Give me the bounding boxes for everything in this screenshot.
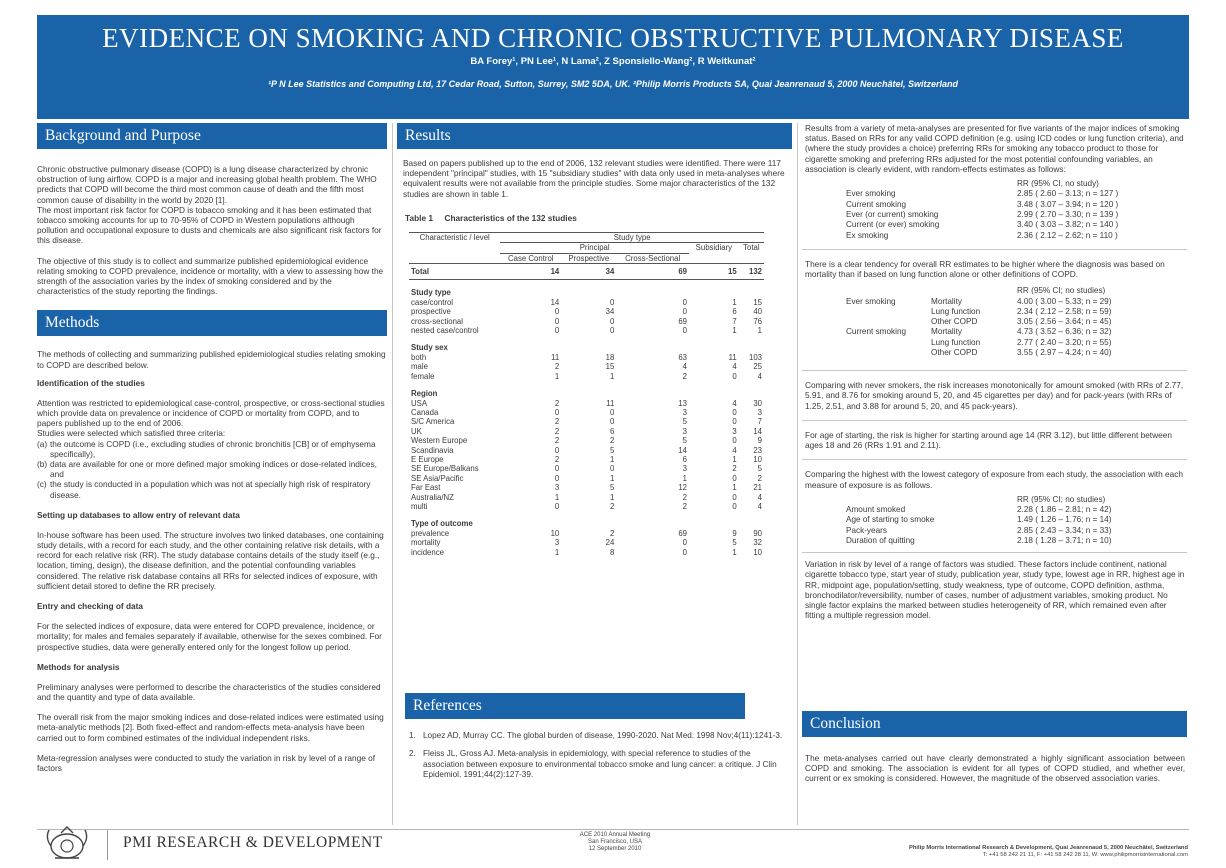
table-cell: 11 — [728, 352, 737, 362]
rr-cell: Current (or ever) smoking — [846, 220, 940, 230]
results-paragraph: For age of starting, the risk is higher for starting around age 14 (RR 3.12), but little different between ages 18 and 26 (RRs 1.91 and 2.11). — [805, 429, 1172, 451]
table-cell: 30 — [753, 398, 762, 408]
table-row — [409, 408, 764, 417]
table-cell: 3 — [682, 464, 687, 474]
column-divider — [392, 123, 393, 825]
table-cell: 0 — [610, 417, 615, 427]
criteria-item: (a) the outcome is COPD (i.e., excluding studies of chronic bronchitis [CB] or of emphysema specifically), — [37, 439, 387, 459]
rr-cell: Pack-years — [846, 525, 887, 535]
rr-cell: Current smoking — [846, 199, 907, 209]
middle-column — [397, 123, 792, 779]
table-cell: 0 — [610, 464, 615, 474]
table-cell: mortality — [411, 538, 441, 548]
table-cell: 2 — [682, 371, 687, 381]
table-cell: 2 — [610, 501, 615, 511]
table-cell: 13 — [678, 398, 687, 408]
rr-cell — [846, 348, 931, 358]
rr-table-smoking — [846, 189, 1187, 240]
table-cell: 5 — [682, 436, 687, 446]
rr-row — [846, 317, 1187, 327]
table-cell: 5 — [610, 445, 615, 455]
rr-cell: Current smoking — [846, 327, 907, 337]
table-cell: Far East — [411, 483, 441, 493]
rr-row — [846, 210, 1187, 220]
rr-cell: Mortality — [931, 296, 962, 306]
table-row — [409, 446, 764, 455]
table-row — [409, 307, 764, 316]
table-cell: 1 — [610, 473, 615, 483]
rr-cell: 4.73 ( 3.52 – 6.36; n = 32) — [1017, 327, 1112, 337]
table-cell: 10 — [753, 454, 762, 464]
conclusion-text: The meta-analyses carried out have clearly demonstrated a highly significant association between COPD and smoking. The association is evident for all types of COPD studied, and whether ever, current or ex smoking is considered. However, the magnitude of the observed association varies. — [805, 753, 1185, 784]
table-cell: SE Asia/Pacific — [411, 473, 464, 483]
table-cell: 1 — [682, 473, 687, 483]
table-cell: 3 — [682, 426, 687, 436]
table-cell: 132 — [739, 264, 764, 280]
table-row — [409, 298, 764, 307]
table-cell: 0 — [554, 307, 560, 317]
table-cell: 24 — [605, 538, 615, 548]
rr-row — [846, 297, 1187, 307]
table-cell: 2 — [554, 398, 560, 408]
rr-cell: Duration of quitting — [846, 535, 915, 545]
table-row — [409, 455, 764, 464]
table-row — [409, 493, 764, 502]
table-cell: 3 — [554, 483, 560, 493]
criteria-item: (b) data are available for one or more defined major smoking indices or dose-related indices, and — [37, 459, 387, 479]
table-cell: 0 — [682, 307, 687, 317]
table-cell: 1 — [610, 492, 615, 502]
methods-paragraph: In-house software has been used. The structure involves two linked databases, one containing study details, with a record for each study, and the other containing relative risk details, with a record for each relative risk (RR). The study database contains details of the study itself (e.g., location, timing, design), the disease definition, and the potential confounding variables considered. The relative risk database contains all RRs for selected indices of exposure, with sufficient detail stored to define the RR precisely. — [37, 529, 384, 591]
table-total-row — [409, 264, 764, 280]
table-cell: 10 — [753, 547, 762, 557]
section-heading-background: Background and Purpose — [37, 123, 387, 149]
table-cell: 0 — [610, 407, 615, 417]
reference-text: Fleiss JL, Gross AJ. Meta-analysis in epidemiology, with special reference to studies of the association between exposure to environmental tobacco smoke and lung cancer: a critique. J Clin Epidemiol. 1991;44(2):127-39. — [423, 749, 777, 779]
table-cell: prevalence — [411, 528, 450, 538]
table-cell: 0 — [682, 297, 687, 307]
methods-paragraph: Preliminary analyses were performed to describe the characteristics of the studies considered and the quantity and type of data available. — [37, 681, 381, 702]
table-group-label: Type of outcome — [411, 519, 473, 529]
background-paragraph: The most important risk factor for COPD is tobacco smoking and it has been estimated that tobacco smoking accounts for up to 70-95% of COPD in Western populations although pollution and occupational exposure to dusts and chemicals are also significant risk factors for this disease. — [37, 204, 382, 246]
rr-row — [846, 515, 1187, 525]
methods-paragraph: The overall risk from the major smoking indices and dose-related indices were estimated using meta-analytic methods [2]. Both fixed-effect and random-effects meta-analysis have been carried out to form combined estimates of the individual independent risks. — [37, 712, 384, 743]
table-cell: 1 — [732, 297, 737, 307]
poster-title: EVIDENCE ON SMOKING AND CHRONIC OBSTRUCTIVE PULMONARY DISEASE — [102, 23, 1124, 53]
table-cell: 0 — [610, 297, 615, 307]
table-cell: Australia/NZ — [411, 492, 454, 502]
table-cell: 0 — [554, 473, 560, 483]
table-header: Subsidiary — [695, 243, 733, 253]
table-cell: S/C America — [411, 417, 455, 427]
table-group-label: Study sex — [411, 343, 448, 353]
poster-authors: BA Forey¹, PN Lee¹, N Lama², Z Sponsiello-Wang², R Weitkunat² — [470, 56, 756, 67]
rr-cell: 3.55 ( 2.97 – 4.24; n = 40) — [1017, 347, 1112, 357]
title-banner — [37, 15, 1189, 119]
section-heading-methods: Methods — [37, 310, 387, 336]
meeting-location: San Francisco, USA — [587, 839, 643, 846]
table-cell: 1 — [732, 326, 737, 336]
table-cell: E Europe — [411, 454, 444, 464]
divider — [802, 459, 1187, 460]
table-cell: 1 — [610, 454, 615, 464]
table-cell: 0 — [554, 445, 560, 455]
results-paragraph: Variation in risk by level of a range of factors was studied. These factors include continent, national cigarette tobacco type, start year of study, publication year, study type, lowest age in RR, highest age in RR, midpoint age, population/setting, study weakness, type of outcome, COPD definition, asthma, bronchodilator/reversibility, number of cases, number of adjustment variables, smoking product. No single factor explains the marked between studies heterogeneity of RR, which remained even after fitting a multiple regression model. — [805, 559, 1185, 621]
rr-header: RR (95% CI; no studies) — [1017, 286, 1106, 296]
results-intro: Based on papers published up to the end of 2006, 132 relevant studies were identified. There were 117 independent "principal" studies, with 15 "subsidiary studies" with data only used in meta-analyses where equivalent results were not available from the principle studies. Some major characteristics of the 132 studies are shown in table 1. — [403, 158, 785, 199]
rr-cell: 4.00 ( 3.00 – 5.33; n = 29) — [1017, 296, 1112, 306]
rr-cell: Ever (or current) smoking — [846, 209, 939, 219]
table-cell: 1 — [732, 454, 737, 464]
meeting-info — [555, 832, 675, 854]
table-cell: 2 — [554, 436, 560, 446]
table-cell: 2 — [682, 501, 687, 511]
table-cell: 14 — [753, 426, 762, 436]
table-cell: UK — [411, 426, 422, 436]
table-cell: 1 — [554, 371, 560, 381]
meeting-date: 12 September 2010 — [588, 846, 642, 853]
table-cell: 0 — [554, 464, 560, 474]
table-header: Prospective — [568, 253, 610, 263]
table-cell: 1 — [554, 547, 560, 557]
divider — [802, 552, 1187, 553]
section-heading-references: References — [405, 693, 745, 719]
background-paragraph: Chronic obstructive pulmonary disease (COPD) is a lung disease characterized by chronic obstruction of lung airflow. COPD is a major and increasing global health problem. The WHO predicts that COPD will become the third most common cause of death and the fifth most common cause of disability in the world by 2020 [1]. — [37, 164, 377, 205]
methods-subheading: Setting up databases to allow entry of relevant data — [37, 509, 240, 520]
table-cell: 5 — [732, 538, 737, 548]
table-cell: 0 — [610, 316, 615, 326]
rr-cell: Ever smoking — [846, 296, 896, 306]
table-cell: 2 — [682, 492, 687, 502]
table-cell: prospective — [411, 307, 451, 317]
reference-item: 1. Lopez AD, Murray CC. The global burden of disease, 1990-2020. Nat Med. 1998 Nov;4(11):1241-3. — [409, 731, 783, 740]
table-cell: 0 — [554, 326, 560, 336]
table-cell: 2 — [610, 436, 615, 446]
rr-cell — [846, 317, 931, 327]
table-cell: 2 — [757, 473, 762, 483]
section-heading-results: Results — [397, 123, 792, 149]
table-cell: 11 — [606, 398, 615, 408]
table-row — [409, 483, 764, 492]
divider — [802, 249, 1187, 250]
table-cell: 3 — [757, 407, 762, 417]
table-header: Cross-Sectional — [625, 253, 681, 263]
rr-cell: Other COPD — [931, 347, 978, 357]
table-cell: 0 — [732, 371, 737, 381]
table-cell: 18 — [605, 352, 615, 362]
rr-cell: 2.36 ( 2.12 – 2.62; n = 110 ) — [1017, 230, 1118, 240]
table-cell: 7 — [732, 316, 737, 326]
table-row — [409, 372, 764, 381]
rr-row — [846, 505, 1187, 515]
rr-row — [846, 220, 1187, 230]
rr-cell: 2.18 ( 1.28 – 3.71; n = 10) — [1017, 535, 1112, 545]
table-cell: 0 — [732, 407, 737, 417]
footer-divider — [37, 829, 1189, 830]
rr-cell: 3.05 ( 2.56 – 3.64; n = 45) — [1017, 317, 1112, 327]
rr-cell: 1.49 ( 1.26 – 1.76; n = 14) — [1017, 515, 1112, 525]
table-cell: 2 — [554, 362, 560, 372]
table-cell: 0 — [682, 538, 687, 548]
table-cell: 0 — [682, 326, 687, 336]
rr-row — [846, 338, 1187, 348]
methods-paragraph: The methods of collecting and summarizing published epidemiological studies relating smoking to COPD are described below. — [37, 349, 386, 370]
table-header: Total — [743, 243, 760, 253]
criteria-text: the study is conducted in a population which was not at specially high risk of respiratory disease. — [50, 479, 371, 500]
table-cell: 69 — [678, 316, 687, 326]
table-cell: 15 — [689, 264, 739, 280]
table-cell: 5 — [682, 417, 687, 427]
divider — [802, 420, 1187, 421]
rr-cell: Amount smoked — [846, 505, 906, 514]
table-cell: 4 — [757, 492, 762, 502]
table-cell: incidence — [411, 547, 444, 557]
rr-row — [846, 200, 1187, 210]
table-cell: 14 — [678, 445, 687, 455]
table-cell: case/control — [411, 297, 454, 307]
rr-table-exposure — [846, 505, 1187, 546]
methods-subheading: Identification of the studies — [37, 377, 145, 388]
rr-cell — [846, 307, 931, 317]
rr-cell: Lung function — [931, 337, 981, 347]
reference-item: 2. Fleiss JL, Gross AJ. Meta-analysis in epidemiology, with special reference to studies of the association between exposure to environmental tobacco smoke and lung cancer: a critique. J Clin Epidemiol. 1991;44(2):127-39. — [409, 749, 777, 779]
rr-cell: 3.48 ( 3.07 – 3.94; n = 120 ) — [1017, 199, 1119, 209]
table-cell: 2 — [554, 454, 560, 464]
table-cell: 2 — [554, 417, 560, 427]
table-cell: 0 — [732, 436, 737, 446]
table-cell: 0 — [554, 501, 560, 511]
rr-cell: Age of starting to smoke — [846, 515, 935, 525]
section-heading-conclusion: Conclusion — [802, 711, 1187, 737]
table-cell: 1 — [610, 371, 615, 381]
table-cell: 6 — [610, 426, 615, 436]
logo-separator — [107, 830, 108, 860]
background-paragraph: The objective of this study is to collect and summarize published epidemiological evidence relating smoking to COPD prevalence, incidence or mortality, with a view to assessing how the strength of the association varies by the index of smoking considered and by the characteristics of the study reporting the findings. — [37, 255, 384, 297]
table-row — [409, 464, 764, 473]
table-cell: 103 — [748, 352, 762, 362]
table-cell: 32 — [753, 538, 762, 548]
table-cell: 15 — [605, 362, 615, 372]
rr-row — [846, 231, 1187, 241]
table-cell: 4 — [757, 371, 762, 381]
reference-text: Lopez AD, Murray CC. The global burden of disease, 1990-2020. Nat Med. 1998 Nov;4(11):1241-3. — [423, 731, 783, 740]
table-cell: 76 — [753, 316, 762, 326]
table-cell: 4 — [732, 362, 737, 372]
table-group-label: Study type — [411, 288, 451, 298]
table-row — [409, 362, 764, 371]
table-cell: 3 — [554, 538, 560, 548]
table-cell: 3 — [682, 407, 687, 417]
table-row — [409, 427, 764, 436]
table-cell: 0 — [610, 326, 615, 336]
contact-info — [830, 845, 1188, 859]
results-paragraph: There is a clear tendency for overall RR estimates to be higher where the diagnosis was based on mortality than if based on lung function alone or other definitions of COPD. — [805, 258, 1165, 279]
table-cell: 14 — [500, 264, 561, 280]
table-row — [409, 417, 764, 426]
table-cell: both — [411, 352, 427, 362]
table-cell: 1 — [554, 492, 560, 502]
table-header: Case Control — [508, 253, 554, 263]
table-cell: 3 — [732, 426, 737, 436]
contact-address: Philip Morris International Research & Development, Quai Jeanrenaud 5, 2000 Neuchâtel, Switzerland — [909, 845, 1188, 851]
table-cell: 4 — [757, 501, 762, 511]
results-paragraph: Comparing the highest with the lowest category of exposure from each study, the association with each measure of exposure is as follows. — [805, 469, 1184, 490]
rr-cell: Ever smoking — [846, 189, 896, 199]
table-cell: 21 — [753, 483, 762, 493]
left-column — [37, 123, 387, 773]
table-cell: 15 — [753, 297, 762, 307]
table-cell: 25 — [753, 362, 762, 372]
table-row — [409, 502, 764, 511]
table-row — [409, 529, 764, 538]
rr-row — [846, 307, 1187, 317]
table-cell: 34 — [605, 307, 615, 317]
table-body — [409, 280, 764, 557]
table-cell: 69 — [616, 264, 689, 280]
table-cell: 12 — [678, 483, 687, 493]
references-list — [409, 731, 784, 788]
table-cell: 10 — [550, 528, 560, 538]
table-cell: 0 — [554, 316, 560, 326]
rr-cell — [846, 338, 931, 348]
rr-row — [846, 348, 1187, 358]
table-header: Principal — [500, 243, 689, 253]
table-cell: 0 — [682, 547, 687, 557]
table-cell: 4 — [682, 362, 687, 372]
rr-cell: 2.28 ( 1.86 – 2.81; n = 42) — [1017, 505, 1112, 514]
rr-header: RR (95% CI, no study) — [1017, 179, 1099, 189]
table-cell: 0 — [732, 501, 737, 511]
rr-cell: 2.99 ( 2.70 – 3.30; n = 139 ) — [1017, 209, 1119, 219]
methods-paragraph: Meta-regression analyses were conducted to study the variation in risk by level of a range of factors — [37, 752, 376, 773]
table-cell: multi — [411, 501, 428, 511]
methods-paragraph: Attention was restricted to epidemiological case-control, prospective, or cross-sectional studies which provide data on prevalence or incidence of COPD or mortality from COPD, and to papers published up to the end of 2006. — [37, 397, 385, 429]
rr-row — [846, 536, 1187, 546]
rr-cell: 2.34 ( 2.12 – 2.58; n = 59) — [1017, 306, 1112, 316]
table-cell: 1 — [757, 326, 762, 336]
divider — [802, 370, 1187, 371]
table-cell: 7 — [757, 417, 762, 427]
table-cell: 0 — [554, 407, 560, 417]
table-cell: male — [411, 362, 428, 372]
results-paragraph: Comparing with never smokers, the risk increases monotonically for amount smoked (with RRs of 2.77, 5.91, and 8.76 for smoking around 5, 20, and 45 cigarettes per day) and for pack-years (with RRs of 1.25, 2.51, and 3.88 for around 5, 20, and 45 pack-years). — [805, 380, 1184, 411]
table-cell: 4 — [732, 445, 737, 455]
table-cell: 34 — [561, 264, 616, 280]
table-cell: 0 — [732, 417, 737, 427]
table-row — [409, 399, 764, 408]
contact-phone: T: +41 58 242 21 11, F: +41 58 242 28 11, W: www.philipmorrisinternational.com — [982, 852, 1188, 858]
rr-row — [846, 526, 1187, 536]
criteria-text: the outcome is COPD (i.e., excluding studies of chronic bronchitis [CB] or of emphysema specifically), — [50, 438, 376, 459]
table-cell: 1 — [732, 483, 737, 493]
table-cell: 14 — [550, 297, 560, 307]
table-header: Study type — [500, 232, 764, 242]
table-cell: 6 — [682, 454, 687, 464]
rr-cell: 2.77 ( 2.40 – 3.20; n = 55) — [1017, 337, 1112, 347]
table-cell: 6 — [732, 307, 737, 317]
table-cell: 40 — [753, 307, 762, 317]
table-cell: 5 — [610, 483, 615, 493]
table-cell: 2 — [554, 426, 560, 436]
rr-cell: Ex smoking — [846, 230, 889, 240]
methods-paragraph: Studies were selected which satisfied three criteria: — [37, 428, 226, 439]
table-cell: Scandinavia — [411, 445, 454, 455]
table-cell: female — [411, 371, 435, 381]
table-cell: 0 — [732, 473, 737, 483]
table-row — [409, 548, 764, 557]
table-cell: cross-sectional — [411, 316, 463, 326]
logo-text: PMI RESEARCH & DEVELOPMENT — [123, 834, 383, 851]
table-cell: Canada — [411, 407, 439, 417]
criteria-text: data are available for one or more defined major smoking indices or dose-related indices, and — [50, 459, 377, 480]
table-row — [409, 474, 764, 483]
table-header: Characteristic / level — [419, 233, 490, 243]
table-cell: 0 — [732, 492, 737, 502]
table-cell: 8 — [610, 547, 615, 557]
table-row — [409, 538, 764, 547]
table-cell: 9 — [732, 528, 737, 538]
table-cell: 11 — [551, 352, 560, 362]
rr-cell: 3.40 ( 3.03 – 3.82; n = 140 ) — [1017, 220, 1119, 230]
table-row — [409, 353, 764, 362]
table-row — [409, 326, 764, 335]
methods-subheading: Entry and checking of data — [37, 601, 144, 612]
criteria-item: (c) the study is conducted in a population which was not at specially high risk of respiratory disease. — [37, 479, 387, 499]
table-cell: 23 — [753, 445, 762, 455]
rr-cell: Lung function — [931, 306, 981, 316]
column-divider — [797, 123, 798, 825]
methods-paragraph: For the selected indices of exposure, data were entered for COPD prevalence, incidence, or mortality; for males and females separately if available, otherwise for the sexes combined. For prospective studies, data were generally entered only for the longest follow up period. — [37, 621, 382, 652]
table-cell: Western Europe — [411, 436, 468, 446]
table-cell: 5 — [757, 464, 762, 474]
table-cell: 4 — [732, 398, 737, 408]
right-column — [802, 123, 1187, 784]
poster-affiliation: ¹P N Lee Statistics and Computing Ltd, 17 Cedar Road, Sutton, Surrey, SM2 5DA, UK. ²Philip Morris Products SA, Quai Jeanrenaud 5, 2000 Neuchâtel, Switzerland — [268, 79, 958, 89]
table-cell: 2 — [732, 464, 737, 474]
rr-cell: 2.85 ( 2.43 – 3.34; n = 33) — [1017, 525, 1112, 535]
table-title: Table 1 Characteristics of the 132 studies — [405, 212, 577, 223]
table-row — [409, 436, 764, 445]
table-group-label: Region — [411, 389, 438, 399]
characteristics-table — [409, 232, 764, 557]
table-row — [409, 317, 764, 326]
rr-cell: Other COPD — [931, 317, 978, 327]
table-cell: SE Europe/Balkans — [411, 464, 479, 474]
rr-cell: 2.85 ( 2.60 – 3.13; n = 127 ) — [1017, 189, 1119, 199]
table-cell: 63 — [678, 352, 687, 362]
rr-table-diagnosis — [846, 297, 1187, 359]
rr-header: RR (95% CI; no studies) — [1017, 494, 1106, 504]
table-cell: 90 — [753, 528, 762, 538]
table-cell: 9 — [757, 436, 762, 446]
rr-row — [846, 327, 1187, 337]
table-cell: 2 — [610, 528, 615, 538]
meeting-name: ACE 2010 Annual Meeting — [579, 832, 651, 838]
table-cell: USA — [411, 398, 428, 408]
rr-row — [846, 189, 1187, 199]
methods-subheading: Methods for analysis — [37, 661, 120, 672]
table-cell: 69 — [678, 528, 687, 538]
table-cell: nested case/control — [411, 326, 479, 336]
pmi-crest-logo — [37, 824, 97, 864]
table-cell: 1 — [732, 547, 737, 557]
results-paragraph: Results from a variety of meta-analyses are presented for five variants of the major indices of smoking status. Based on RRs for any valid COPD definition (e.g. using ICD codes or lung function criteria), and (where the study provides a choice) preferring RRs for smoking any tobacco product to those for cigarette smoking and preferring RRs adjusted for the most potential confounding variables, an association is clearly evident, with random-effects estimates as follows: — [805, 123, 1184, 174]
rr-cell: Mortality — [931, 327, 962, 337]
table-cell: Total — [409, 264, 500, 280]
